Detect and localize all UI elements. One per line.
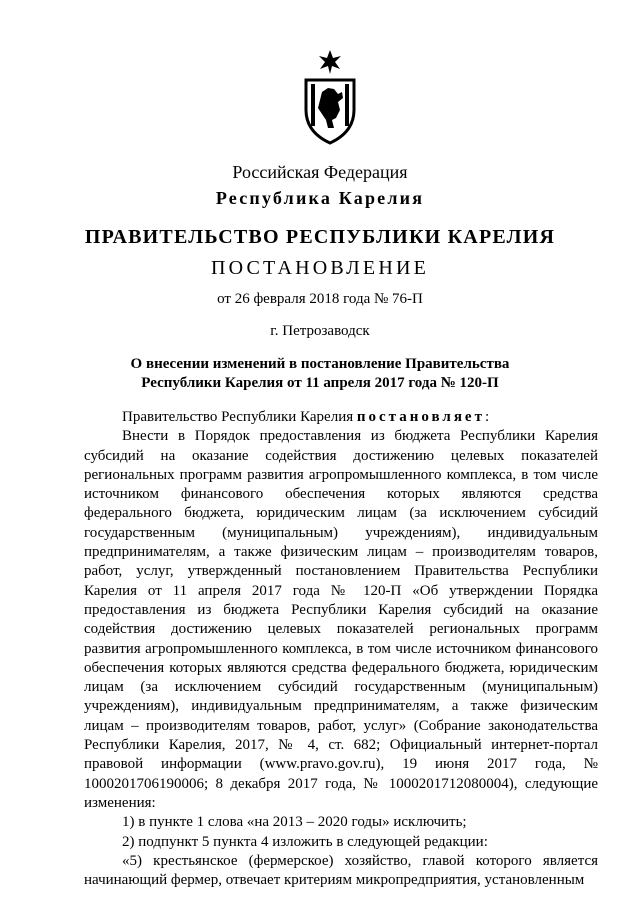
document-subject xyxy=(0,355,640,393)
subject-line: Республики Карелия от 11 апреля 2017 года № 120-П xyxy=(141,375,499,391)
item-paragraph: 1) в пункте 1 слова «на 2013 – 2020 годы» исключить; xyxy=(122,814,467,831)
main-paragraph: Внести в Порядок предоставления из бюджета Республики Карелия субсидий на оказание содействия достижению целевых показателей региональных программ развития агропромышленного комплекса, в том числе источником финансового обеспечения которых являются средства федерального бюджета, юридическим лицам (за исключением субсидий государственным (муниципальным) учреждениям), индивидуальным предпринимателям, а также физическим лицам – производителям товаров, работ, услуг, утвержденный постановлением Правительства Республики Карелия от 11 апреля 2017 года № 120-П «Об утверждении Порядка предоставления из бюджета Республики Карелия субсидий на оказание содействия достижению целевых показателей региональных программ развития агропромышленного комплекса, в том числе источником финансового обеспечения которых являются средства федерального бюджета, юридическим лицам (за исключением субсидий государственным (муниципальным) учреждениям), индивидуальным предпринимателям, а также физическим лицам – производителям товаров, работ, услуг» (Собрание законодательства Республики Карелия, 2017, № 4, ст. 682; Официальный интернет-портал правовой информации (www.pravo.gov.ru), 19 июня 2017 года, № 1000201706190006; 8 декабря 2017 года, № 1000201712080004), следующие изменения: xyxy=(84,428,598,811)
intro-paragraph xyxy=(84,408,598,427)
item-paragraph: 2) подпункт 5 пункта 4 изложить в следующей редакции: xyxy=(122,833,488,850)
intro-suffix: : xyxy=(484,409,490,425)
item-paragraph: «5) крестьянское (фермерское) хозяйство, главой которого является начинающий фермер, отвечает критериям микропредприятия, установленным xyxy=(84,852,598,889)
republic-name: Республика Карелия xyxy=(215,188,425,208)
document-body xyxy=(84,408,598,890)
intro-prefix: Правительство Республики Карелия xyxy=(122,409,357,425)
government-name: ПРАВИТЕЛЬСТВО РЕСПУБЛИКИ КАРЕЛИЯ xyxy=(84,226,556,248)
document-type: ПОСТАНОВЛЕНИЕ xyxy=(210,257,430,279)
document-city: г. Петрозаводск xyxy=(270,323,370,339)
subject-line: О внесении изменений в постановление Правительства xyxy=(130,356,510,372)
karelia-coat-of-arms-icon xyxy=(300,48,360,146)
country-name: Российская Федерация xyxy=(232,162,408,182)
intro-verb: постановляет xyxy=(356,409,485,425)
document-date-number: от 26 февраля 2018 года № 76-П xyxy=(217,291,423,307)
